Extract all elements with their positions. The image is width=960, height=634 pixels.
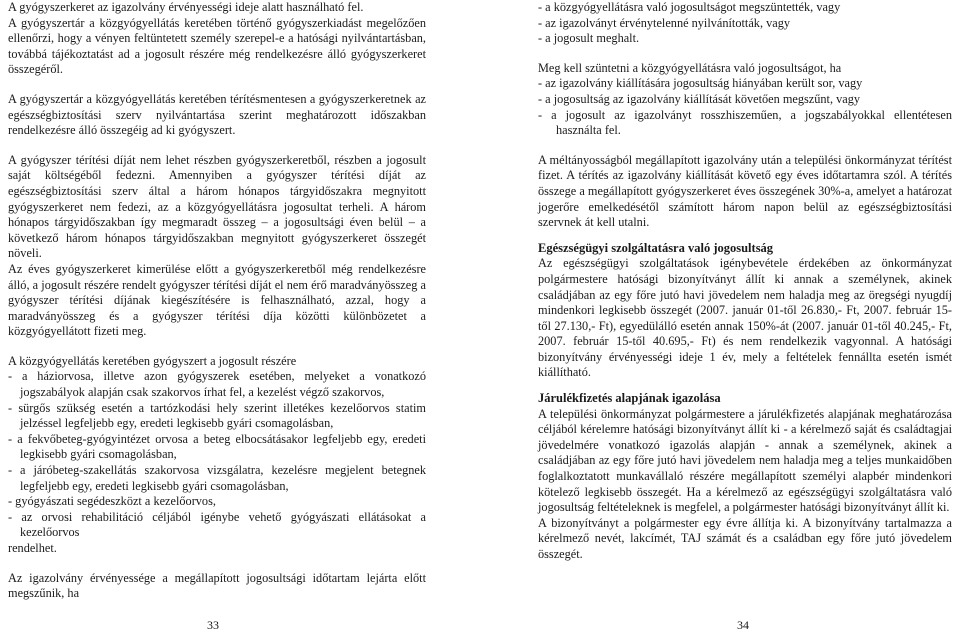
paragraph: A bizonyítványt a polgármester egy évre állítja ki. A bizonyítvány tartalmazza a kérelmező nevét, lakcímét, TAJ számát és a családban egy főre jutó jövedelem összegét. (538, 515, 952, 561)
list-item: - gyógyászati segédeszközt a kezelőorvos, (8, 494, 216, 509)
paragraph: Az éves gyógyszerkeret kimerülése előtt a gyógyszerkeretből még rendelkezésre álló, a jogosult részére rendelt gyógyszer térítési díját el nem érő maradványösszeg a gyógyszer térítési díjának kiegészítésére is felhasználható, azzal, hogy a maradványösszeg és a gyógyszer térítési díja közötti különbözetet a közgyógyellátott fizeti meg. (8, 261, 426, 339)
paragraph: A gyógyszerkeret az igazolvány érvényességi ideje alatt használható fel. (8, 0, 364, 14)
page-number: 33 (207, 618, 219, 632)
paragraph: A gyógyszer térítési díját nem lehet részben gyógyszerkeretből, részben a jogosult saját költségéből fedezni. Amennyiben a gyógyszer térítési díját az egészségbiztosítási szerv által a három hónapos tárgyidőszakra megnyitott gyógyszerkeret nem fedezi, az a közgyógyellátásra jogosultat terheli. A három hónapos tárgyidőszakban így megmaradt összeg – a jogosultsági éven belül – a következő három hónapos tárgyidőszakban megnyitott gyógyszerkeret összegét növeli. (8, 152, 426, 261)
paragraph: A gyógyszertár a közgyógyellátás keretében történő gyógyszerkiadást megelőzően ellenőrzi, hogy a vényen feltüntetett személy szerepel-e a hatósági nyilvántartásban, továbbá tájékoztatást ad a jogosult részére még rendelkezésre álló gyógyszerkeret összegéről. (8, 15, 426, 77)
paragraph: Az igazolvány érvényessége a megállapított jogosultsági időtartam lejárta előtt megszűnik, ha (8, 570, 426, 601)
paragraph: A gyógyszertár a közgyógyellátás keretében térítésmentesen a gyógyszerkeretnek az egészségbiztosítási szerv nyilvántartása szerint meghatározott időszakban rendelkezésre álló összegéig ad ki gyógyszert. (8, 91, 426, 138)
list-item: - az igazolvány kiállítására jogosultság hiányában került sor, vagy (538, 76, 863, 91)
list-item: - a járóbeteg-szakellátás szakorvosa vizsgálatra, kezelésre megjelent betegnek legfeljebb egy, eredeti legkisebb gyári csomagolásban, (8, 463, 426, 493)
page-number: 34 (737, 618, 749, 632)
paragraph: A közgyógyellátás keretében gyógyszert a jogosult részére (8, 353, 297, 368)
paragraph: A települési önkormányzat polgármestere a járulékfizetés alapjának meghatározása céljából kérelemre hatósági bizonyítványt állít ki - a kérelmező saját és családtagjai jövedelmére vonatkozó igazolás alapján - annak a személynek, akinek a családjában az egy főre jutó havi jövedelem nem haladja meg a teljes munkaidőben foglalkoztatott munkavállaló részére megállapított személyi alapbér mindenkori kötelező legkisebb összegét. Ha a kérelmező az egészségügyi szolgáltatásra való jogosultság feltételeknek is megfelel, a polgármester hatósági bizonyítványt állít ki. (538, 406, 952, 515)
list-item: - az orvosi rehabilitáció céljából igénybe vehető gyógyászati ellátásokat a kezelőorvos (8, 509, 426, 540)
section-heading: Egészségügyi szolgáltatásra való jogosultság (538, 240, 774, 255)
list-item: - a jogosultság az igazolvány kiállítását követően megszűnt, vagy (538, 91, 861, 106)
list-item: - a jogosult az igazolványt rosszhiszeműen, a jogszabályokkal ellentétesen használta fel. (538, 107, 952, 138)
paragraph: Meg kell szüntetni a közgyógyellátásra való jogosultságot, ha (538, 60, 842, 75)
right-page (538, 0, 952, 571)
paragraph: rendelhet. (8, 541, 57, 555)
list-item: - a közgyógyellátásra való jogosultságot megszüntették, vagy (538, 0, 841, 14)
list-item: - a fekvőbeteg-gyógyintézet orvosa a beteg elbocsátásakor legfeljebb egy, eredeti legkisebb gyári csomagolásban, (8, 431, 426, 462)
list-item: - a jogosult meghalt. (538, 31, 640, 46)
paragraph: A méltányosságból megállapított igazolvány után a települési önkormányzat térítést fizet. A térítés az igazolvány kiállítását követő egy éves időtartamra szól. A térítés összege a megállapított gyógyszerkeret éves összegének 30%-a, amelyet a határozat jogerőre emelkedésétől számított három napon belül az egészségbiztosítási szervnek át kell utalni. (538, 152, 952, 230)
list-item: - sürgős szükség esetén a tartózkodási hely szerint illetékes kezelőorvos statim jelzéssel legfeljebb egy, eredeti legkisebb gyári csomagolásban, (8, 400, 426, 431)
list-item: - az igazolványt érvénytelenné nyilvánították, vagy (538, 15, 790, 30)
left-page (8, 0, 426, 610)
list-item: - a háziorvosa, illetve azon gyógyszerek esetében, melyeket a vonatkozó jogszabályok alapján csak szakorvos írhat fel, a kezelést végző szakorvos, (8, 369, 426, 400)
section-heading: Járulékfizetés alapjának igazolása (538, 391, 721, 406)
paragraph: Az egészségügyi szolgáltatások igénybevétele érdekében az önkormányzat polgármestere hatósági bizonyítványt állít ki annak a személynek, akinek családjában az egy főre jutó havi jövedelem nem haladja meg az öregségi nyugdíj mindenkori legkisebb összegét (2007. január 01-től 26.830,- Ft, 2007. február 15-től 27.130,- Ft), egyedülálló esetén annak 150%-át (2007. január 01-től 40.245,- Ft, 2007. február 15-től 40.695,- Ft) és nem rendelkezik vagyonnal. A hatósági bizonyítvány érvényességi ideje 1 év, mely a feltételek fennállta esetén ismét kiállítható. (538, 256, 952, 380)
